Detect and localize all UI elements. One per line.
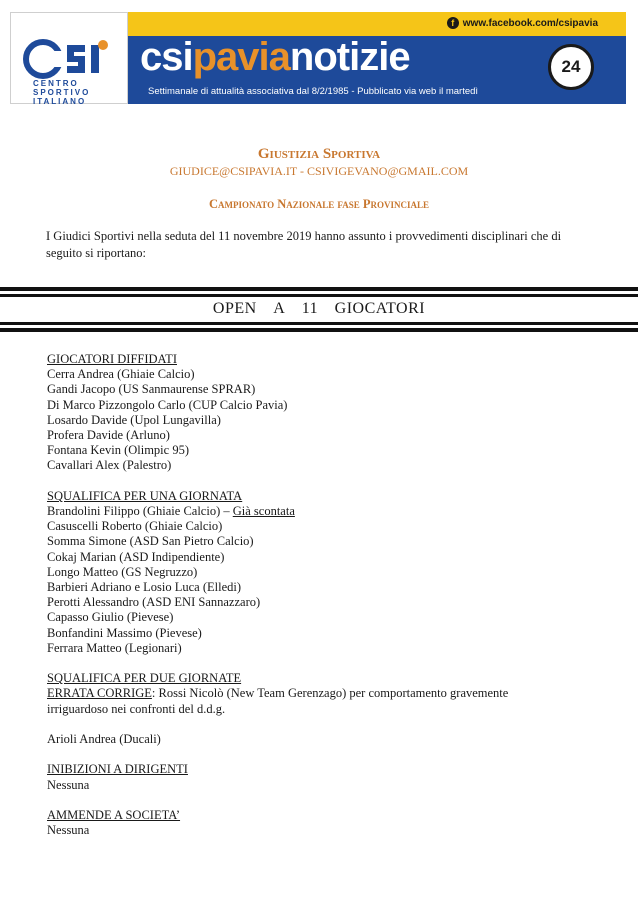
divider-stripe [0, 294, 638, 297]
divider-stripe [0, 287, 638, 291]
site-url[interactable]: www.csipavia.it [28, 16, 110, 28]
intro-paragraph: I Giudici Sportivi nella seduta del 11 novembre 2019 hanno assunto i provvedimenti disciplinari che di seguito si riportano: [46, 229, 562, 260]
ammende-heading: AMMENDE A SOCIETA’ [47, 808, 181, 823]
list-item: Perotti Alessandro (ASD ENI Sannazzaro) [47, 595, 261, 610]
category-word: OPEN [212, 300, 257, 317]
list-item-text: Brandolini Filippo (Ghiaie Calcio) – [47, 504, 233, 519]
already-served-note: Già scontata [232, 504, 295, 519]
errata-corrige [47, 686, 607, 701]
divider-stripe [0, 322, 638, 325]
inibizioni-heading: INIBIZIONI A DIRIGENTI [47, 762, 188, 777]
list-item: Di Marco Pizzongolo Carlo (CUP Calcio Pavia) [47, 397, 288, 412]
una-giornata-heading: SQUALIFICA PER UNA GIORNATA [47, 488, 243, 503]
list-item: Somma Simone (ASD San Pietro Calcio) [47, 534, 254, 549]
issue-number-badge: 24 [548, 44, 594, 90]
facebook-link[interactable] [447, 17, 598, 29]
due-giornate-heading: SQUALIFICA PER DUE GIORNATE [47, 671, 242, 686]
newsletter-banner [10, 12, 626, 104]
list-item: Cavallari Alex (Palestro) [47, 458, 172, 473]
list-item: Losardo Davide (Upol Lungavilla) [47, 412, 221, 427]
logo-line-3: ITALIANO [33, 97, 87, 106]
category-title [0, 300, 638, 318]
list-item: Arioli Andrea (Ducali) [47, 732, 161, 747]
masthead-notizie: notizie [289, 35, 410, 79]
inibizioni-text: Nessuna [47, 777, 90, 792]
list-item [47, 504, 607, 519]
facebook-url[interactable]: www.facebook.com/csipavia [462, 17, 598, 29]
disciplinary-content [47, 352, 607, 838]
list-item: Ferrara Matteo (Legionari) [47, 640, 182, 655]
masthead-csi: csi [140, 35, 193, 79]
errata-text: : Rossi Nicolò (New Team Gerenzago) per comportamento gravemente [151, 686, 509, 701]
divider-stripe [0, 328, 638, 332]
errata-label: ERRATA CORRIGE [47, 686, 152, 701]
csi-logo-mark-icon [23, 39, 115, 79]
list-item: Fontana Kevin (Olimpic 95) [47, 443, 189, 458]
ammende-text: Nessuna [47, 823, 90, 838]
list-item: Longo Matteo (GS Negruzzo) [47, 564, 198, 579]
list-item: Cokaj Marian (ASD Indipendiente) [47, 549, 225, 564]
category-word: 11 [301, 300, 319, 317]
list-item: Bonfandini Massimo (Pievese) [47, 625, 202, 640]
list-item: Casuscelli Roberto (Ghiaie Calcio) [47, 519, 223, 534]
errata-text-continued: irriguardoso nei confronti del d.d.g. [47, 701, 226, 716]
masthead-tagline: Settimanale di attualità associativa dal 8/2/1985 - Pubblicato via web il martedì [148, 86, 479, 97]
list-item: Profera Davide (Arluno) [47, 428, 170, 443]
list-item: Cerra Andrea (Ghiaie Calcio) [47, 367, 195, 382]
logo-line-1: CENTRO [33, 79, 79, 88]
logo-line-2: SPORTIVO [33, 88, 91, 97]
list-item: Barbieri Adriano e Losio Luca (Elledi) [47, 580, 242, 595]
facebook-icon: f [447, 17, 459, 29]
masthead-title [140, 34, 410, 80]
section-title: Giustizia Sportiva [257, 146, 381, 162]
championship-subtitle: Campionato Nazionale fase Provinciale [208, 197, 430, 211]
csi-logo-text [33, 79, 113, 106]
contact-emails[interactable]: GIUDICE@CSIPAVIA.IT - CSIVIGEVANO@GMAIL.COM [169, 164, 469, 178]
list-item: Gandi Jacopo (US Sanmaurense SPRAR) [47, 382, 256, 397]
masthead-pavia: pavia [192, 35, 290, 79]
diffidati-heading: GIOCATORI DIFFIDATI [47, 352, 177, 366]
list-item: Capasso Giulio (Pievese) [47, 610, 174, 625]
category-word: A [273, 300, 286, 317]
category-word: GIOCATORI [334, 300, 426, 317]
